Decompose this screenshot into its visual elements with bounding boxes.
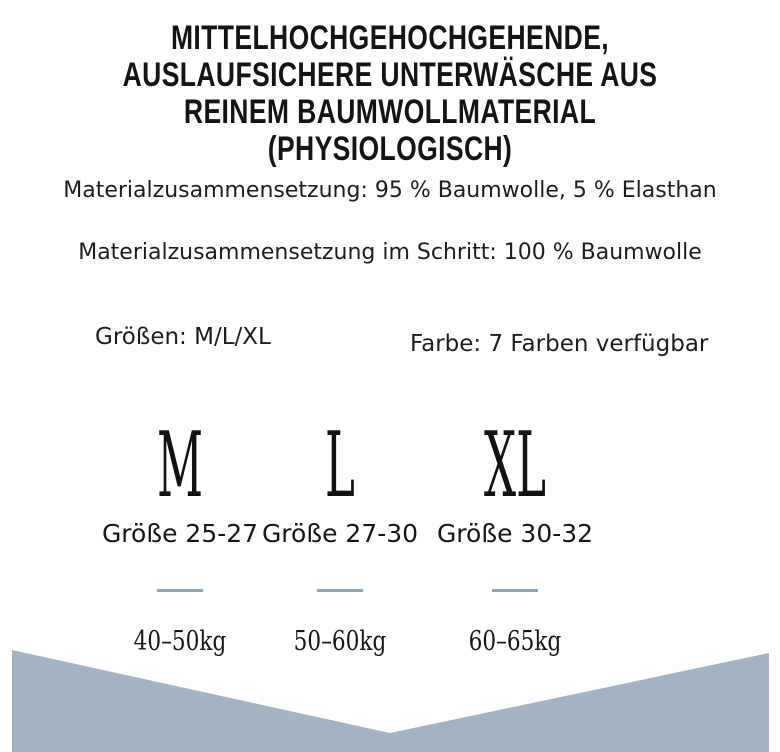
weight-range: 60–65kg bbox=[468, 626, 562, 657]
title-line-1: MITTELHOCHGEHOCHGEHENDE, bbox=[170, 19, 610, 57]
material-composition: Materialzusammensetzung: 95 % Baumwolle, 5 % Elasthan bbox=[63, 178, 717, 203]
bottom-wave-decoration bbox=[0, 640, 780, 752]
size-column-l bbox=[240, 0, 440, 700]
title-line-3: REINEM BAUMWOLLMATERIAL bbox=[183, 93, 597, 131]
size-letter: L bbox=[325, 413, 355, 518]
crotch-material-composition: Materialzusammensetzung im Schritt: 100 % Baumwolle bbox=[78, 240, 702, 265]
colors-available-label: Farbe: 7 Farben verfügbar bbox=[410, 331, 709, 357]
weight-range: 40–50kg bbox=[133, 626, 227, 657]
divider-dash bbox=[415, 588, 615, 592]
weight-range: 50–60kg bbox=[293, 626, 387, 657]
title-line-2: AUSLAUFSICHERE UNTERWÄSCHE AUS bbox=[122, 56, 658, 94]
size-range: Größe 30-32 bbox=[436, 519, 594, 548]
size-letter: XL bbox=[484, 413, 546, 518]
divider-dash bbox=[240, 588, 440, 592]
size-letter: M bbox=[156, 413, 204, 518]
sizes-available-label: Größen: M/L/XL bbox=[95, 324, 271, 350]
size-range: Größe 27-30 bbox=[261, 519, 419, 548]
title-line-4: (PHYSIOLOGISCH) bbox=[267, 130, 513, 168]
size-column-xl bbox=[415, 0, 615, 700]
size-range: Größe 25-27 bbox=[101, 519, 259, 548]
